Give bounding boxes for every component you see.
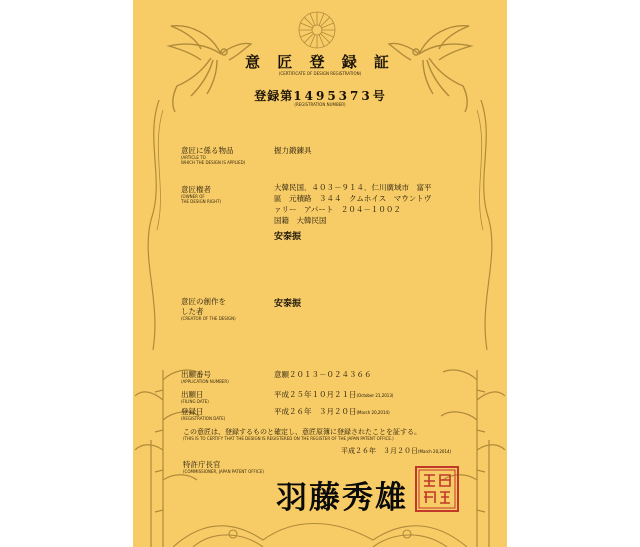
commissioner-label: 特許庁長官: [183, 460, 221, 469]
certification-date-en: (March 20,2014): [418, 449, 452, 454]
creator-name: 安泰振: [274, 299, 302, 309]
registration-date-value: [274, 406, 390, 417]
commissioner-signature: 羽藤秀雄: [276, 480, 408, 516]
certificate-sheet: [133, 0, 507, 547]
right-border-flourish-icon: [471, 100, 501, 360]
article-label-en: (ARTICLE TO WHICH THE DESIGN IS APPLIED): [181, 155, 246, 165]
certification-statement: この意匠は、登録するものと確定し、意匠原簿に登録されたことを証する。: [183, 428, 421, 436]
owner-address: 大韓民国．４０３－９１４．仁川廣域市 富平 區 元積路 ３４４ クムホイス マウントヴ ァリー アパート ２０４－１００２ 国籍 大韓民国: [274, 183, 432, 225]
article-value: 握力鍛錬具: [274, 146, 312, 155]
registration-label: 登録第: [254, 89, 294, 103]
certificate-title: 意 匠 登 録 証: [245, 53, 395, 71]
registration-number: 1495373: [293, 89, 373, 103]
certificate-title-en: (CERTIFICATE OF DESIGN REGISTRATION): [278, 71, 362, 76]
filing-date-en: (October 21,2013): [356, 393, 394, 398]
registration-date-label-en: (REGISTRATION DATE): [181, 416, 226, 421]
certification-date: [341, 446, 451, 456]
chrysanthemum-emblem-icon: [297, 10, 337, 50]
registration-date-label: 登録日: [181, 407, 204, 416]
filing-value: [274, 389, 393, 400]
registration-number-en: (REGISTRATION NUMBER): [294, 102, 346, 107]
left-border-flourish-icon: [139, 100, 169, 360]
certification-date-ja: 平成２６年 ３月２０日: [341, 447, 418, 455]
certification-statement-en: (THIS IS TO CERTIFY THAT THE DESIGN IS REGISTERED ON THE REGISTER OF THE JAPAN PATENT OFFICE.): [183, 436, 394, 441]
registration-date: 平成２６年 ３月２０日: [274, 407, 357, 416]
commissioner-label-en: (COMMISSIONER, JAPAN PATENT OFFICE): [183, 469, 264, 474]
owner-name: 安泰振: [274, 232, 302, 242]
filing-label-en: (FILING DATE): [181, 399, 209, 404]
article-label: 意匠に係る物品: [181, 146, 234, 155]
registration-date-en: (March 20,2014): [356, 410, 390, 415]
application-label: 出願番号: [181, 370, 211, 379]
application-value: 意願２０１３－０２４３６６: [274, 370, 372, 379]
creator-label-en: (CREATOR OF THE DESIGN): [181, 316, 236, 321]
creator-label-line2: した者: [181, 307, 204, 316]
owner-label: 意匠権者: [181, 185, 211, 194]
owner-label-en: (OWNER OF THE DESIGN RIGHT): [181, 194, 222, 204]
filing-label: 出願日: [181, 390, 204, 399]
official-seal-icon: [415, 466, 459, 512]
application-label-en: (APPLICATION NUMBER): [181, 379, 229, 384]
filing-date: 平成２５年１０月２１日: [274, 390, 357, 399]
creator-label-line1: 意匠の創作を: [181, 297, 226, 306]
registration-suffix: 号: [372, 89, 386, 103]
